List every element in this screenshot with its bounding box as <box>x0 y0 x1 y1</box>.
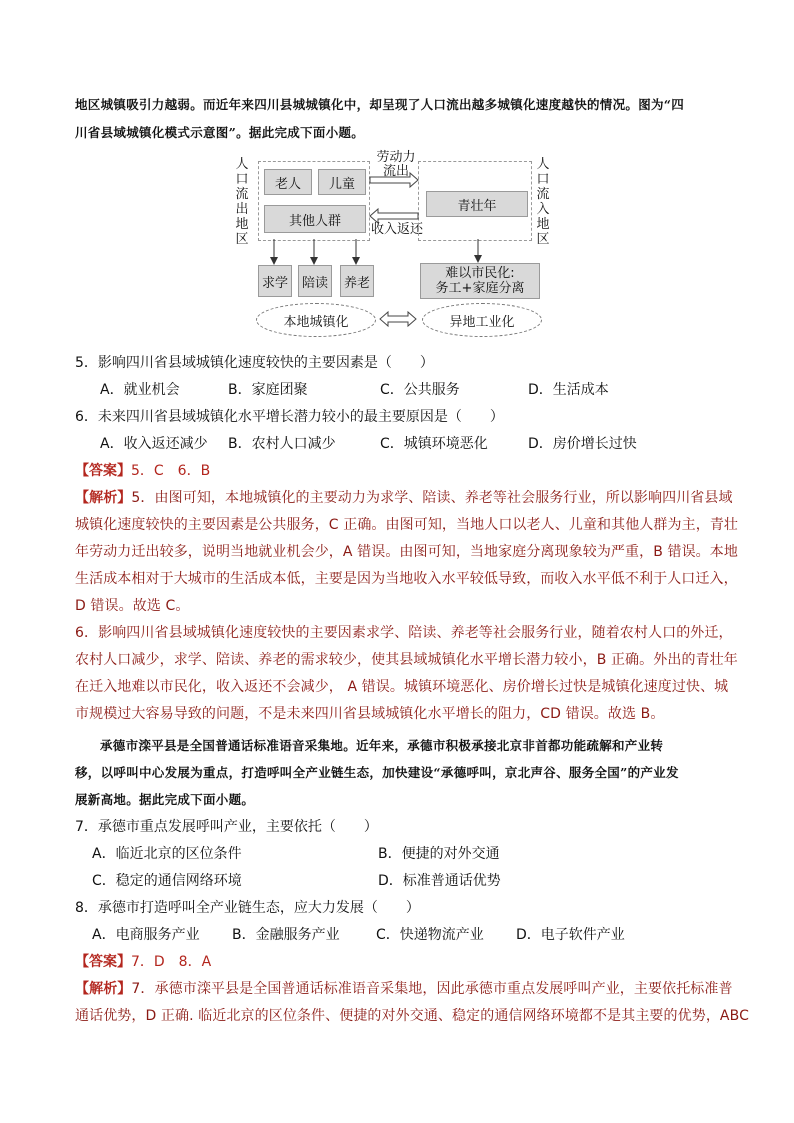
explanation-1-line1 <box>75 487 733 507</box>
intro2-line1: 承德市滦平县是全国普通话标准语音采集地。近年来，承德市积极承接北京非首都功能疏解和产业转 <box>100 738 664 753</box>
q6-option-c: C．城镇环境恶化 <box>380 436 488 452</box>
q5-stem: 5．影响四川省县域城镇化速度较快的主要因素是（ ） <box>75 355 434 371</box>
answer-1 <box>75 460 210 480</box>
intro1-line2: 川省县域城镇化模式示意图”。据此完成下面小题。 <box>75 125 365 140</box>
youth-box: 青壮年 <box>426 191 528 217</box>
q6-option-b: B．农村人口减少 <box>228 436 336 452</box>
urbanization-diagram <box>230 150 560 341</box>
double-arrow <box>380 312 416 326</box>
q7-option-a: A．临近北京的区位条件 <box>92 846 242 862</box>
accompany-box: 陪读 <box>298 265 332 297</box>
q7-option-c: C．稳定的通信网络环境 <box>92 873 242 889</box>
explanation-tag-2: 【解析】 <box>75 981 132 997</box>
explanation-1-line2: 城镇化速度较快的主要因素是公共服务，C 正确。由图可知，当地人口以老人、儿童和其他人群为主，青壮 <box>75 517 739 533</box>
answer-text-2: 7．D 8．A <box>131 954 212 970</box>
explanation-1-line6: 6．影响四川省县域城镇化速度较快的主要因素求学、陪读、养老等社会服务行业，随着农村人口的外迁， <box>75 625 733 641</box>
explanation-1-line9: 市规模过大容易导致的问题，不是未来四川省县域城镇化水平增长的阻力，CD 错误。故选 B。 <box>75 706 665 722</box>
explanation-1-line8: 在迁入地难以市民化，收入返还不会减少， A 错误。城镇环境恶化、房价增长过快是城镇化速度过快、城 <box>75 679 729 695</box>
q6-option-d: D．房价增长过快 <box>528 436 637 452</box>
hard-line1: 难以市民化: <box>445 266 515 281</box>
q8-stem: 8．承德市打造呼叫全产业链生态，应大力发展（ ） <box>75 900 420 916</box>
q5-option-b: B．家庭团聚 <box>228 382 308 398</box>
others-box: 其他人群 <box>264 205 366 233</box>
explanation-1-line7: 农村人口减少，求学、陪读、养老的需求较少，使其县域城镇化水平增长潜力较小，B 正确。外出的青壮年 <box>75 652 738 668</box>
answer-text: 5．C 6．B <box>131 463 211 479</box>
q8-option-c: C．快递物流产业 <box>376 927 484 943</box>
study-box: 求学 <box>258 265 292 297</box>
explanation-1-line4: 生活成本相对于大城市的生活成本低，主要是因为当地收入水平较低导致，而收入水平低不利于人口迁入， <box>75 571 738 587</box>
answer-tag: 【答案】 <box>75 463 131 479</box>
labor-outflow-label-1: 劳动力 <box>376 150 416 165</box>
q8-option-d: D．电子软件产业 <box>516 927 625 943</box>
explanation-2-line1 <box>75 978 733 998</box>
explanation-1-line3: 年劳动力迁出较多，说明当地就业机会少，A 错误。由图可知，当地家庭分离现象较为严重，B 错误。本地 <box>75 544 738 560</box>
diagram-arrows <box>230 150 560 341</box>
explanation-text: 5．由图可知，本地城镇化的主要动力为求学、陪读、养老等社会服务行业，所以影响四川省县域 <box>131 490 733 506</box>
explanation-text-2: 7．承德市滦平县是全国普通话标准语音采集地，因此承德市重点发展呼叫产业，主要依托标准普 <box>131 981 733 997</box>
labor-outflow-arrow <box>370 173 418 187</box>
q5-option-a: A．就业机会 <box>100 382 180 398</box>
intro1-line1: 地区城镇吸引力越弱。而近年来四川县城城镇化中，却呈现了人口流出越多城镇化速度越快的情况。图为“四 <box>75 97 685 112</box>
q8-option-a: A．电商服务产业 <box>92 927 200 943</box>
explanation-2-line2: 通话优势，D 正确. 临近北京的区位条件、便捷的对外交通、稳定的通信网络环境都不是其主要的优势，ABC <box>75 1008 749 1024</box>
elderly-box: 老人 <box>264 169 312 195</box>
q5-option-c: C．公共服务 <box>380 382 460 398</box>
hard-line2: 务工+家庭分离 <box>435 281 525 296</box>
answer-2 <box>75 951 211 971</box>
q6-stem: 6．未来四川省县域城镇化水平增长潜力较小的最主要原因是（ ） <box>75 409 504 425</box>
q8-option-b: B．金融服务产业 <box>232 927 340 943</box>
q6-option-a: A．收入返还减少 <box>100 436 208 452</box>
income-return-arrow <box>370 209 418 223</box>
retire-box: 养老 <box>340 265 374 297</box>
q7-option-d: D．标准普通话优势 <box>378 873 501 889</box>
explanation-1-line5: D 错误。故选 C。 <box>75 598 190 614</box>
labor-outflow-label-2: 流出 <box>382 164 409 179</box>
q5-option-d: D．生活成本 <box>528 382 609 398</box>
q7-option-b: B．便捷的对外交通 <box>378 846 500 862</box>
local-urbanization-ellipse: 本地城镇化 <box>256 303 376 337</box>
income-return-label: 收入返还 <box>370 222 423 237</box>
children-box: 儿童 <box>318 169 366 195</box>
answer-tag-2: 【答案】 <box>75 954 131 970</box>
remote-industrialization-ellipse: 异地工业化 <box>422 303 542 337</box>
explanation-tag: 【解析】 <box>75 490 132 506</box>
q7-stem: 7．承德市重点发展呼叫产业，主要依托（ ） <box>75 819 378 835</box>
intro2-line2: 移，以呼叫中心发展为重点，打造呼叫全产业链生态，加快建设“承德呼叫，京北声谷、服务全国”的产业发 <box>75 765 679 780</box>
left-region-label: 人口流出地区 <box>235 157 249 247</box>
right-region-label: 人口流入地区 <box>536 157 550 247</box>
intro2-line3: 展新高地。据此完成下面小题。 <box>75 792 255 807</box>
